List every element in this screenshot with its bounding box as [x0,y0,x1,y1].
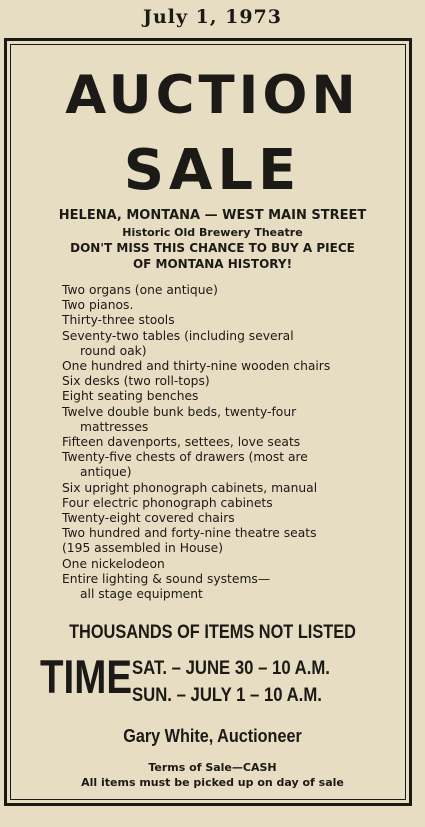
item-line: Seventy-two tables (including several [62,328,294,343]
item-line: Two organs (one antique) [62,283,218,297]
item-line: Entire lighting & sound systems— [62,571,271,586]
schedule-sunday: SUN. – JULY 1 – 10 A.M. [132,685,322,706]
item-line: Twelve double bunk beds, twenty-four [62,404,297,419]
item-line: Fifteen davenports, settees, love seats [62,435,301,450]
item-line: Twenty-five chests of drawers (most are [62,450,308,465]
item-list [62,283,330,602]
item-line: Six upright phonograph cabinets, manual [62,480,318,495]
headline-sale: SALE [123,138,302,203]
venue-line: Historic Old Brewery Theatre [122,226,303,239]
location-line: HELENA, MONTANA — WEST MAIN STREET [58,208,367,223]
item-line: mattresses [80,419,149,434]
dont-miss-line-1: DON'T MISS THIS CHANCE TO BUY A PIECE [70,241,355,255]
item-line: Thirty-three stools [62,313,175,328]
item-line: Six desks (two roll-tops) [62,374,210,389]
item-line: Eight seating benches [62,389,199,404]
publication-date: July 1, 1973 [142,6,282,28]
time-label: TIME [40,650,133,703]
item-line: (195 assembled in House) [62,541,224,556]
headline-auction: AUCTION [65,65,360,126]
auctioneer-name: Gary White, Auctioneer [123,726,302,746]
pickup-notice: All items must be picked up on day of sale [81,776,344,789]
item-line: One hundred and thirty-nine wooden chairs [62,359,331,374]
item-line: One nickelodeon [62,556,165,571]
schedule-saturday: SAT. – JUNE 30 – 10 A.M. [132,658,330,679]
item-line: Two pianos. [62,298,134,313]
item-line: round oak) [80,343,147,358]
item-line: Twenty-eight covered chairs [62,511,235,526]
item-line: Two hundred and forty-nine theatre seats [62,526,317,541]
item-line: antique) [80,465,132,480]
terms-of-sale: Terms of Sale—CASH [148,761,277,774]
dont-miss-line-2: OF MONTANA HISTORY! [132,257,293,271]
item-line: Four electric phonograph cabinets [62,495,273,510]
not-listed-banner: THOUSANDS OF ITEMS NOT LISTED [69,622,356,643]
item-line: all stage equipment [80,587,203,602]
